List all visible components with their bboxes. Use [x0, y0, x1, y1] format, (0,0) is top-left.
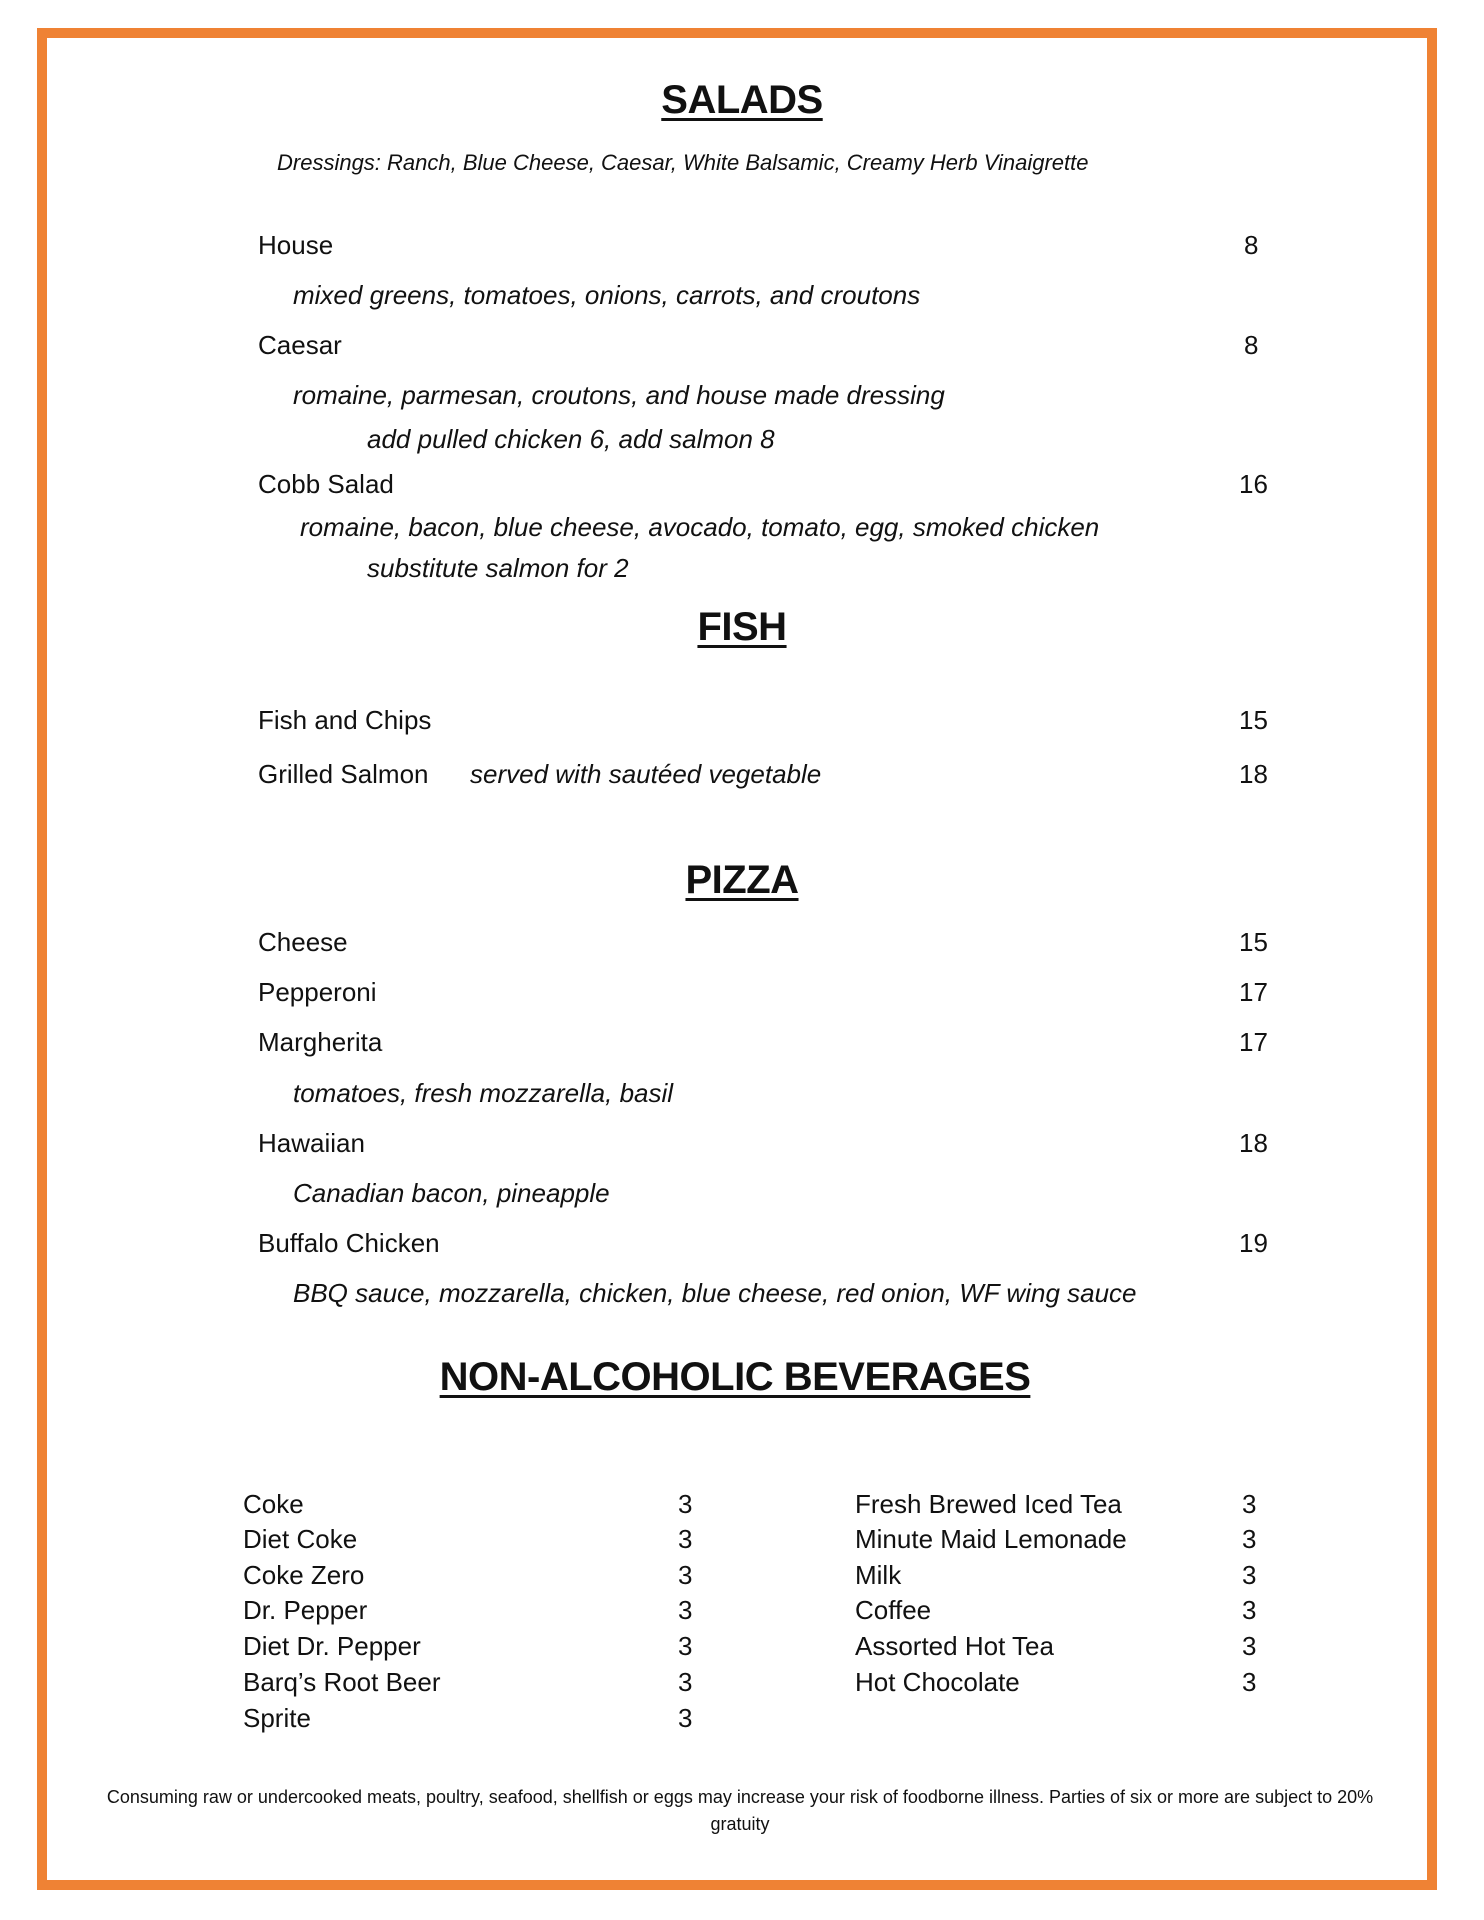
beverage-price: 3: [678, 1524, 693, 1554]
menu-item-description: served with sautéed vegetable: [470, 759, 822, 789]
menu-item-price: 16: [1239, 469, 1268, 499]
beverage-price: 3: [1242, 1524, 1257, 1554]
menu-item-name: Cobb Salad: [258, 469, 394, 499]
menu-item-name: House: [258, 230, 334, 260]
menu-item-description: BBQ sauce, mozzarella, chicken, blue cheese, red onion, WF wing sauce: [293, 1278, 1137, 1308]
pizza-heading: PIZZA: [685, 858, 799, 902]
beverage-name: Hot Chocolate: [855, 1667, 1020, 1697]
beverage-price: 3: [1242, 1560, 1257, 1590]
beverages-heading: NON-ALCOHOLIC BEVERAGES: [439, 1355, 1031, 1399]
beverage-name: Assorted Hot Tea: [855, 1631, 1054, 1661]
beverage-price: 3: [678, 1703, 693, 1733]
beverage-name: Dr. Pepper: [243, 1595, 368, 1625]
menu-item-name: Margherita: [258, 1027, 383, 1057]
beverage-price: 3: [1242, 1595, 1257, 1625]
menu-item-description: Canadian bacon, pineapple: [293, 1178, 610, 1208]
menu-item-name: Hawaiian: [258, 1128, 365, 1158]
menu-item-price: 15: [1239, 927, 1268, 957]
dressings-list: Dressings: Ranch, Blue Cheese, Caesar, White Balsamic, Creamy Herb Vinaigrette: [277, 150, 1089, 175]
menu-item-description: romaine, bacon, blue cheese, avocado, tomato, egg, smoked chicken: [300, 512, 1100, 542]
beverage-name: Diet Dr. Pepper: [243, 1631, 421, 1661]
beverage-price: 3: [678, 1667, 693, 1697]
menu-item-price: 8: [1244, 330, 1259, 360]
menu-item-price: 18: [1239, 1128, 1268, 1158]
beverage-price: 3: [1242, 1631, 1257, 1661]
beverage-price: 3: [1242, 1489, 1257, 1519]
beverage-price: 3: [678, 1631, 693, 1661]
beverage-name: Barq’s Root Beer: [243, 1667, 441, 1697]
menu-item-addon-note: add pulled chicken 6, add salmon 8: [367, 424, 775, 454]
menu-item-description: tomatoes, fresh mozzarella, basil: [293, 1078, 674, 1108]
beverage-name: Minute Maid Lemonade: [855, 1524, 1127, 1554]
footer-disclaimer: Consuming raw or undercooked meats, poultry, seafood, shellfish or eggs may increase your risk of foodborne illness. Parties of six or more are subject to 20% gratuity: [106, 1787, 1374, 1834]
salads-heading: SALADS: [661, 78, 823, 122]
beverage-name: Milk: [855, 1560, 902, 1590]
menu-item-description: mixed greens, tomatoes, onions, carrots, and croutons: [293, 280, 921, 310]
beverage-price: 3: [678, 1489, 693, 1519]
menu-item-price: 17: [1239, 1027, 1268, 1057]
beverage-name: Fresh Brewed Iced Tea: [855, 1489, 1122, 1519]
beverage-name: Coffee: [855, 1595, 932, 1625]
beverage-price: 3: [678, 1560, 693, 1590]
beverage-price: 3: [678, 1595, 693, 1625]
beverage-name: Coke Zero: [243, 1560, 365, 1590]
menu-item-price: 17: [1239, 977, 1268, 1007]
menu-item-name: Pepperoni: [258, 977, 377, 1007]
menu-item-price: 8: [1244, 230, 1259, 260]
menu-item-price: 15: [1239, 705, 1268, 735]
menu-item-addon-note: substitute salmon for 2: [367, 553, 629, 583]
menu-item-price: 18: [1239, 759, 1268, 789]
beverage-price: 3: [1242, 1667, 1257, 1697]
menu-item-name: Grilled Salmon: [258, 759, 429, 789]
fish-heading: FISH: [697, 605, 787, 649]
beverage-name: Coke: [243, 1489, 304, 1519]
menu-item-description: romaine, parmesan, croutons, and house made dressing: [293, 380, 945, 410]
menu-item-name: Fish and Chips: [258, 705, 432, 735]
menu-item-name: Cheese: [258, 927, 348, 957]
menu-item-name: Caesar: [258, 330, 342, 360]
beverage-name: Sprite: [243, 1703, 311, 1733]
beverage-name: Diet Coke: [243, 1524, 358, 1554]
menu-item-name: Buffalo Chicken: [258, 1228, 440, 1258]
menu-item-price: 19: [1239, 1228, 1268, 1258]
